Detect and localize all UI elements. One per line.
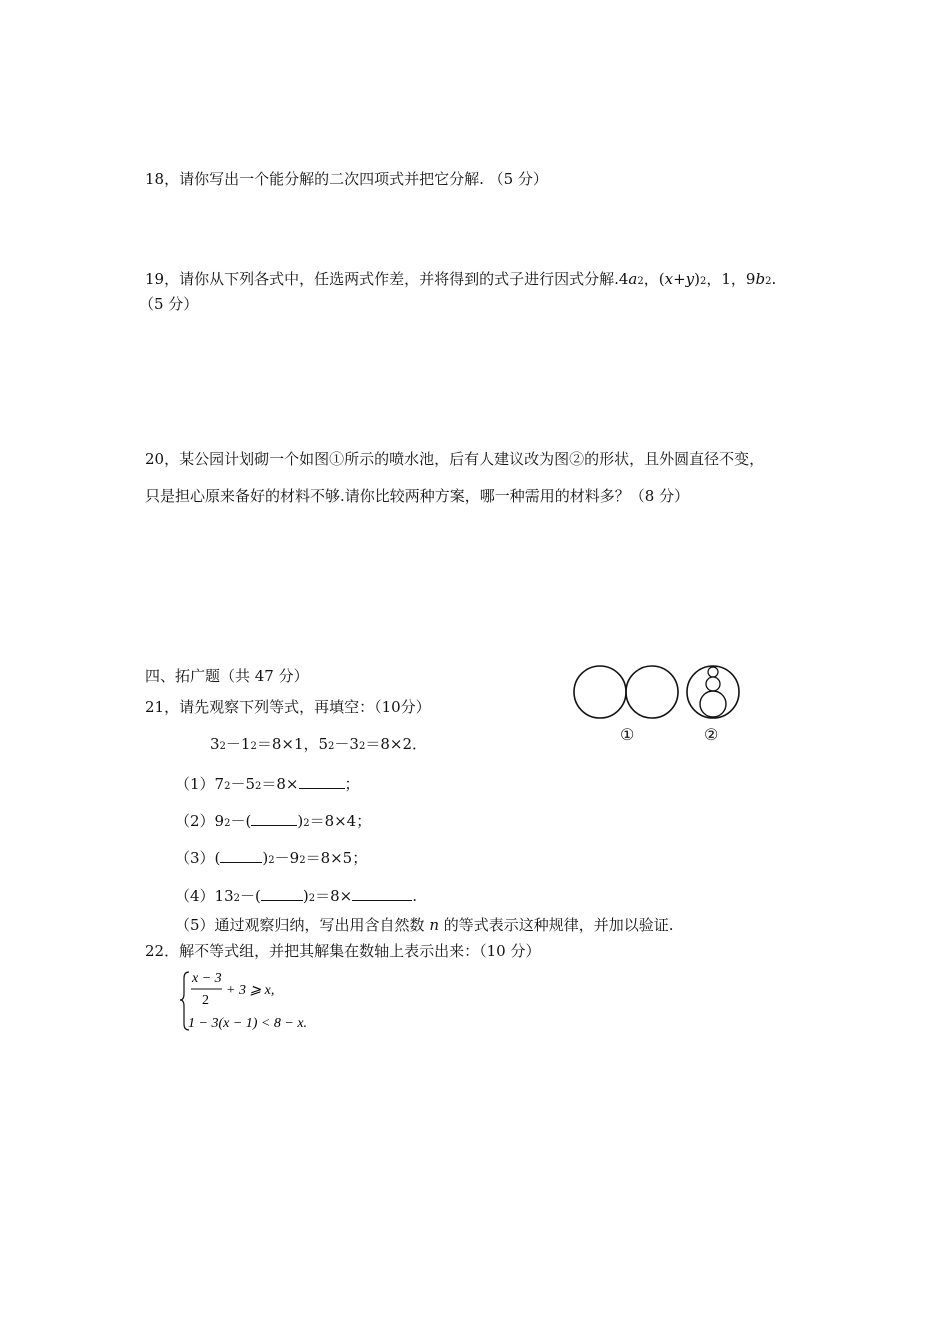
part-text: ) [297,812,304,830]
part-text: ＝8×5； [305,849,368,867]
question-19-text: 19，请你从下列各式中，任选两式作差，并将得到的式子进行因式分解.4 [145,270,629,288]
exponent: 2 [358,741,366,752]
fountain-diagram [570,660,750,750]
part-text: －5 [230,775,256,793]
var-b: b [755,270,766,288]
question-18 [145,169,548,189]
answer-blank[interactable] [251,810,297,826]
exponent: 2 [299,855,306,866]
inequality-1-rest: + 3 ⩾ x, [226,983,275,998]
question-22-title-text: 22．解不等式组，并把其解集在数轴上表示出来：（10 分） [145,942,541,960]
part-text: 的等式表示这种规律，并加以验证. [439,916,674,934]
exponent: 2 [308,893,316,904]
comma: ，( [643,270,665,288]
exponent: 2 [219,741,226,752]
var-y: y [685,270,695,288]
question-19-score-text: （5 分） [139,295,199,313]
exponent: 2 [303,818,310,829]
figure-label-1: ① [620,725,635,744]
answer-blank[interactable] [220,847,262,863]
figure-2-outer-circle [687,666,739,718]
var-n: n [429,916,439,934]
example-part: ＝8×2． [365,735,427,753]
figure-2-small-circle [708,667,718,677]
question-20-text-2: 只是担心原来备好的材料不够.请你比较两种方案，哪一种需用的材料多？（8 分） [145,487,690,505]
question-20-text-1: 20，某公园计划砌一个如图①所示的喷水池，后有人建议改为图②的形状，且外圆直径不变， [145,450,765,468]
question-20-line-2 [145,486,689,506]
exponent: 2 [224,781,231,792]
figure-2-large-circle [700,691,726,717]
part-text: ) [302,887,309,905]
exponent: 2 [699,276,707,287]
part-text: （3）( [175,849,221,867]
example-part: －1 [225,735,251,753]
part-text: ； [344,775,360,793]
answer-blank[interactable] [299,773,345,789]
exponent: 2 [233,893,241,904]
part-text: （1）7 [175,775,225,793]
question-21-part-1 [175,773,360,797]
example-part: 3 [210,735,220,753]
part-text: －( [230,812,252,830]
inequality-2: 1 − 3(x − 1) < 8 − x. [188,1016,308,1031]
fraction-denominator: 2 [202,993,209,1008]
answer-blank[interactable] [261,885,303,901]
exponent: 2 [255,781,262,792]
example-part: ＝8×1，5 [256,735,329,753]
paren-close: ) [694,270,700,288]
exponent: 2 [637,276,644,287]
var-x: x [664,270,674,288]
question-19 [145,269,776,292]
question-19-score [139,294,198,314]
part-text: ＝8× [261,775,299,793]
figure-1-right-circle [626,666,678,718]
figure-1-left-circle [574,666,626,718]
exponent: 2 [328,741,335,752]
section-4-title [145,666,309,686]
part-text: （5）通过观察归纳，写出用含自然数 [175,916,430,934]
part-text: （2）9 [175,812,225,830]
exponent: 2 [224,818,231,829]
question-21-part-2 [175,810,371,834]
part-text: （4）13 [175,887,234,905]
example-part: －3 [334,735,359,753]
question-21-example [210,734,427,757]
question-20-line-1 [145,449,764,469]
part-text: ) [262,849,269,867]
question-21-part-4 [175,885,417,909]
part-text: －( [240,887,261,905]
answer-blank[interactable] [352,885,412,901]
comma: ，1，9 [706,270,756,288]
question-22-title [145,941,540,961]
plus: + [673,270,686,288]
question-21-title [145,697,431,717]
section-4-title-text: 四、拓广题（共 47 分） [145,667,309,685]
exponent: 2 [250,741,257,752]
figure-2-medium-circle [706,677,720,691]
exponent: 2 [765,276,772,287]
question-21-title-text: 21，请先观察下列等式，再填空：（10分） [145,698,431,716]
part-text: ＝8×4； [309,812,372,830]
exponent: 2 [268,855,275,866]
inequality-system [180,966,340,1036]
part-text: ＝8× [315,887,353,905]
fraction-numerator: x − 3 [192,971,222,986]
var-a: a [628,270,638,288]
part-text: －9 [274,849,300,867]
question-18-text: 18，请你写出一个能分解的二次四项式并把它分解. （5 分） [145,170,548,188]
inequality-system-graphic [180,966,340,1036]
figure-label-2: ② [704,725,719,744]
fountain-figure [570,660,750,750]
question-21-part-3 [175,847,367,871]
part-text: . [412,887,418,905]
period: . [771,270,777,288]
question-21-part-5 [175,915,674,935]
